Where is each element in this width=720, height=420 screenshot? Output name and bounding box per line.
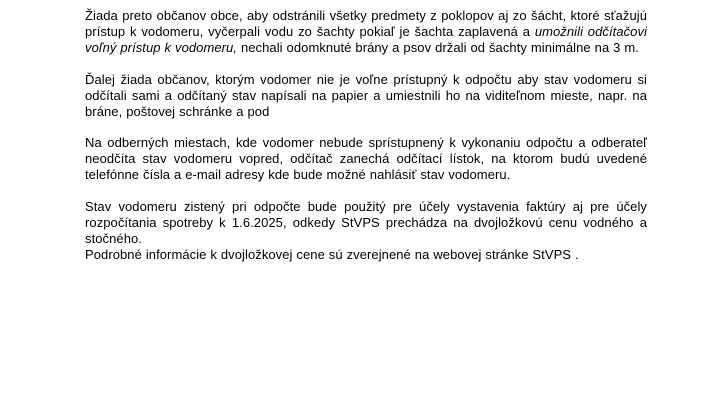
paragraph-4: Stav vodomeru zistený pri odpočte bude použitý pre účely vystavenia faktúry aj pre účely rozpočítania spotreby k 1.6.2025, odkedy StVPS prechádza na dvojložkovú cenu vodného a stočného.	[85, 199, 647, 246]
paragraph-1-italic-emphasis: umožnili odčítačovi voľný prístup k vodomeru,	[85, 23, 647, 55]
paragraph-1-text-after-italic: nechali odomknuté brány a psov držali od šachty minimálne na 3 m.	[237, 39, 639, 55]
paragraph-2: Ďalej žiada občanov, ktorým vodomer nie je voľne prístupný k odpočtu aby stav vodomeru si odčítali sami a odčítaný stav napísali na papier a umiestnili ho na viditeľnom mieste, napr. na bráne, poštovej schránke a pod	[85, 71, 647, 119]
paragraph-1-text-before-italic: Žiada preto občanov obce, aby odstránili všetky predmety z poklopov aj zo šácht, ktoré sťažujú prístup k vodomeru, vyčerpali vodu zo šachty pokiaľ je šachta zaplavená a	[85, 8, 647, 39]
paragraph-5: Podrobné informácie k dvojložkovej cene sú zverejnené na webovej stránke StVPS .	[85, 246, 579, 262]
paragraph-3: Na odberných miestach, kde vodomer nebude sprístupnený k vykonaniu odpočtu a odberateľ neodčíta stav vodomeru vopred, odčítač zanechá odčítací lístok, na ktorom budú uvedené telefónne čísla a e-mail adresy kde bude možné nahlásiť stav vodomeru.	[85, 135, 647, 183]
document-text-column	[85, 8, 647, 263]
paragraph-1	[85, 8, 647, 56]
